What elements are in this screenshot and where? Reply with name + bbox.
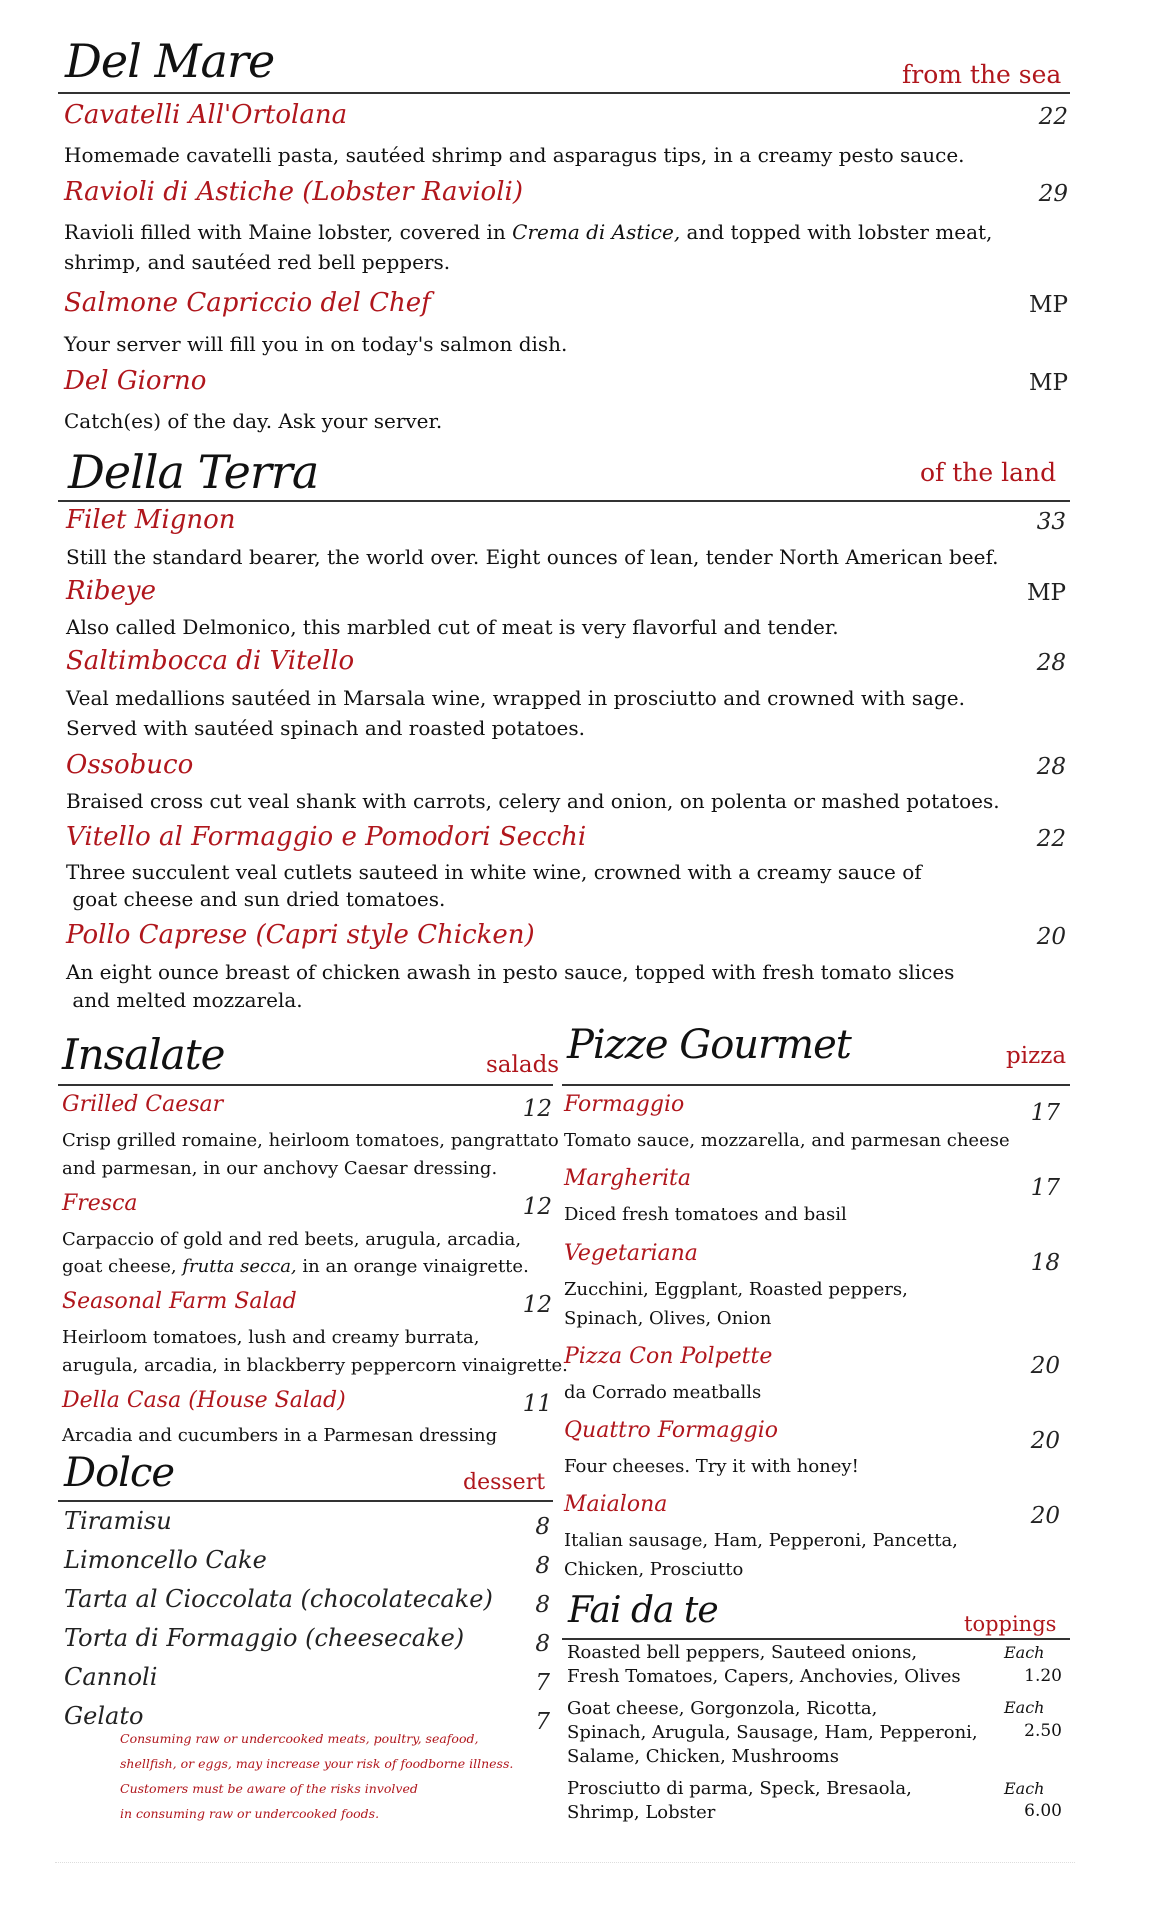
menu-item-price: 33 <box>1036 509 1066 535</box>
toppings-list <box>567 1777 912 1825</box>
dessert-item-name: Torta di Formaggio (cheesecake) <box>64 1624 465 1652</box>
menu-item-description: Carpaccio of gold and red beets, arugula, arcadia, <box>62 1229 522 1250</box>
food-safety-warning <box>120 1726 513 1826</box>
menu-item-price: 28 <box>1036 650 1066 676</box>
desc-emphasis: frutta secca, <box>182 1256 297 1277</box>
desc-text: in an orange vinaigrette. <box>296 1256 529 1277</box>
section-divider <box>562 1084 1070 1086</box>
menu-item-description: Homemade cavatelli pasta, sautéed shrimp and asparagus tips, in a creamy pesto sauce. <box>64 143 965 167</box>
menu-item-price: MP <box>1028 370 1068 396</box>
dessert-item-price: 7 <box>535 1670 550 1696</box>
menu-item-price: 12 <box>522 1096 552 1122</box>
toppings-line: Shrimp, Lobster <box>567 1802 716 1823</box>
pizza-item-description: Tomato sauce, mozzarella, and parmesan cheese <box>564 1130 1010 1151</box>
menu-item-price: 29 <box>1038 181 1068 207</box>
menu-item-description: Braised cross cut veal shank with carrots, celery and onion, on polenta or mashed potatoes. <box>66 789 1000 813</box>
menu-item-price: MP <box>1026 580 1066 606</box>
pizza-item-description: Spinach, Olives, Onion <box>564 1308 772 1329</box>
menu-item-description: Also called Delmonico, this marbled cut of meat is very flavorful and tender. <box>66 615 839 639</box>
pizza-item-name: Formaggio <box>564 1092 685 1117</box>
dessert-item-name: Tarta al Cioccolata (chocolatecake) <box>64 1585 493 1613</box>
desc-emphasis: Crema di Astice, <box>512 220 681 244</box>
pizza-item-name: Vegetariana <box>564 1241 698 1266</box>
section-divider <box>58 1500 553 1502</box>
pizza-item-name: Margherita <box>564 1166 691 1191</box>
toppings-line: Goat cheese, Gorgonzola, Ricotta, <box>567 1698 878 1719</box>
menu-item-name: Seasonal Farm Salad <box>62 1289 297 1314</box>
dessert-item-name: Gelato <box>64 1702 144 1730</box>
menu-item-name: Grilled Caesar <box>62 1092 224 1117</box>
pizza-item-price: 20 <box>1030 1353 1060 1379</box>
menu-item-name: Del Giorno <box>64 366 207 396</box>
desc-text: and topped with lobster meat, <box>680 220 993 244</box>
menu-item-description: goat cheese and sun dried tomatoes. <box>66 887 446 911</box>
toppings-line: Salame, Chicken, Mushrooms <box>567 1746 839 1767</box>
pizza-item-description: Zucchini, Eggplant, Roasted peppers, <box>564 1279 908 1300</box>
menu-item-description: Your server will fill you in on today's salmon dish. <box>64 332 568 356</box>
menu-item-name: Fresca <box>62 1191 138 1216</box>
warning-line: in consuming raw or undercooked foods. <box>120 1806 380 1821</box>
menu-item-price: MP <box>1028 292 1068 318</box>
pizza-item-description: da Corrado meatballs <box>564 1382 762 1403</box>
menu-item-price: 22 <box>1036 826 1066 852</box>
toppings-line: Spinach, Arugula, Sausage, Ham, Pepperoni, <box>567 1722 978 1743</box>
menu-item-price: 28 <box>1036 754 1066 780</box>
toppings-list <box>567 1697 978 1769</box>
pizza-item-description: Chicken, Prosciutto <box>564 1559 744 1580</box>
toppings-list <box>567 1641 961 1689</box>
pizza-item-description: Diced fresh tomatoes and basil <box>564 1204 847 1225</box>
menu-item-description: and parmesan, in our anchovy Caesar dressing. <box>62 1158 498 1179</box>
toppings-line: Prosciutto di parma, Speck, Bresaola, <box>567 1778 912 1799</box>
menu-item-description <box>62 1253 529 1281</box>
toppings-each-label: Each <box>1004 1643 1045 1662</box>
section-divider <box>58 1084 553 1086</box>
toppings-line: Roasted bell peppers, Sauteed onions, <box>567 1642 918 1663</box>
menu-item-description: Arcadia and cucumbers in a Parmesan dressing <box>62 1425 498 1446</box>
toppings-each-label: Each <box>1004 1698 1045 1717</box>
pizza-item-price: 17 <box>1030 1100 1060 1126</box>
menu-item-price: 11 <box>522 1391 552 1417</box>
menu-item-description: arugula, arcadia, in blackberry peppercorn vinaigrette. <box>62 1355 568 1376</box>
pizza-item-name: Pizza Con Polpette <box>564 1344 773 1369</box>
dessert-item-price: 8 <box>535 1631 550 1657</box>
menu-item-name: Saltimbocca di Vitello <box>66 646 355 676</box>
section-title-insalate: Insalate <box>62 1030 225 1079</box>
toppings-price: 2.50 <box>1024 1721 1062 1741</box>
pizza-item-price: 20 <box>1030 1503 1060 1529</box>
pizza-item-name: Maialona <box>564 1492 668 1517</box>
menu-item-description: shrimp, and sautéed red bell peppers. <box>64 250 451 274</box>
menu-item-description: Heirloom tomatoes, lush and creamy burrata, <box>62 1327 480 1348</box>
menu-item-name: Vitello al Formaggio e Pomodori Secchi <box>66 822 587 852</box>
menu-item-price: 12 <box>522 1292 552 1318</box>
section-title-pizze: Pizze Gourmet <box>567 1022 851 1068</box>
menu-item-price: 22 <box>1038 104 1068 130</box>
section-title-della-terra: Della Terra <box>68 445 319 499</box>
menu-item-description: Crisp grilled romaine, heirloom tomatoes, pangrattato <box>62 1130 559 1151</box>
menu-item-description: Three succulent veal cutlets sauteed in white wine, crowned with a creamy sauce of <box>66 860 922 884</box>
menu-item-description: Served with sautéed spinach and roasted potatoes. <box>66 716 585 740</box>
menu-item-name: Della Casa (House Salad) <box>62 1388 346 1413</box>
pizza-item-name: Quattro Formaggio <box>564 1418 779 1443</box>
menu-item-name: Pollo Caprese (Capri style Chicken) <box>66 920 535 950</box>
desc-text: goat cheese, <box>62 1256 183 1277</box>
section-title-fai-da-te: Fai da te <box>568 1590 718 1631</box>
section-subtitle-fai-da-te: toppings <box>964 1612 1057 1636</box>
menu-item-name: Ossobuco <box>66 750 194 780</box>
dessert-item-name: Cannoli <box>64 1663 158 1691</box>
dessert-item-price: 8 <box>535 1514 550 1540</box>
menu-item-name: Cavatelli All'Ortolana <box>64 100 348 130</box>
pizza-item-description: Italian sausage, Ham, Pepperoni, Pancetta, <box>564 1530 958 1551</box>
section-subtitle-pizze: pizza <box>1006 1043 1067 1069</box>
toppings-line: Fresh Tomatoes, Capers, Anchovies, Olives <box>567 1666 961 1687</box>
section-title-dolce: Dolce <box>64 1450 175 1496</box>
warning-line: shellfish, or eggs, may increase your risk of foodborne illness. <box>120 1756 514 1771</box>
dessert-item-price: 8 <box>535 1553 550 1579</box>
section-subtitle-dolce: dessert <box>463 1470 546 1495</box>
menu-item-name: Ribeye <box>66 576 156 606</box>
toppings-each-label: Each <box>1004 1779 1045 1798</box>
section-subtitle-insalate: salads <box>486 1052 560 1078</box>
section-divider <box>562 1638 1070 1640</box>
menu-item-description: An eight ounce breast of chicken awash in pesto sauce, topped with fresh tomato slices <box>66 960 955 984</box>
section-subtitle-del-mare: from the sea <box>902 60 1062 89</box>
dessert-item-price: 7 <box>535 1709 550 1735</box>
desc-text: Ravioli filled with Maine lobster, covered in <box>64 220 513 244</box>
section-title-del-mare: Del Mare <box>65 34 275 88</box>
section-divider <box>58 500 1070 502</box>
section-divider <box>58 92 1070 94</box>
pizza-item-price: 20 <box>1030 1428 1060 1454</box>
menu-item-name: Filet Mignon <box>66 505 236 535</box>
pizza-item-price: 18 <box>1030 1250 1060 1276</box>
menu-item-description <box>64 217 992 247</box>
page-bottom-divider <box>55 1862 1075 1863</box>
dessert-item-name: Tiramisu <box>64 1507 172 1535</box>
menu-item-price: 20 <box>1036 924 1066 950</box>
menu-item-name: Salmone Capriccio del Chef <box>64 288 431 318</box>
toppings-price: 1.20 <box>1024 1666 1062 1686</box>
menu-item-description: Veal medallions sautéed in Marsala wine, wrapped in prosciutto and crowned with sage. <box>66 686 965 710</box>
dessert-item-name: Limoncello Cake <box>64 1546 267 1574</box>
pizza-item-description: Four cheeses. Try it with honey! <box>564 1456 859 1477</box>
menu-item-price: 12 <box>522 1194 552 1220</box>
menu-item-description: Still the standard bearer, the world over. Eight ounces of lean, tender North American beef. <box>66 545 999 569</box>
menu-item-name: Ravioli di Astiche (Lobster Ravioli) <box>64 177 523 207</box>
section-subtitle-della-terra: of the land <box>920 458 1057 487</box>
warning-line: Consuming raw or undercooked meats, poultry, seafood, <box>120 1731 479 1746</box>
menu-item-description: and melted mozzarela. <box>66 988 303 1012</box>
dessert-item-price: 8 <box>535 1592 550 1618</box>
menu-item-description: Catch(es) of the day. Ask your server. <box>64 409 443 433</box>
warning-line: Customers must be aware of the risks involved <box>120 1781 418 1796</box>
pizza-item-price: 17 <box>1030 1175 1060 1201</box>
toppings-price: 6.00 <box>1024 1801 1062 1821</box>
